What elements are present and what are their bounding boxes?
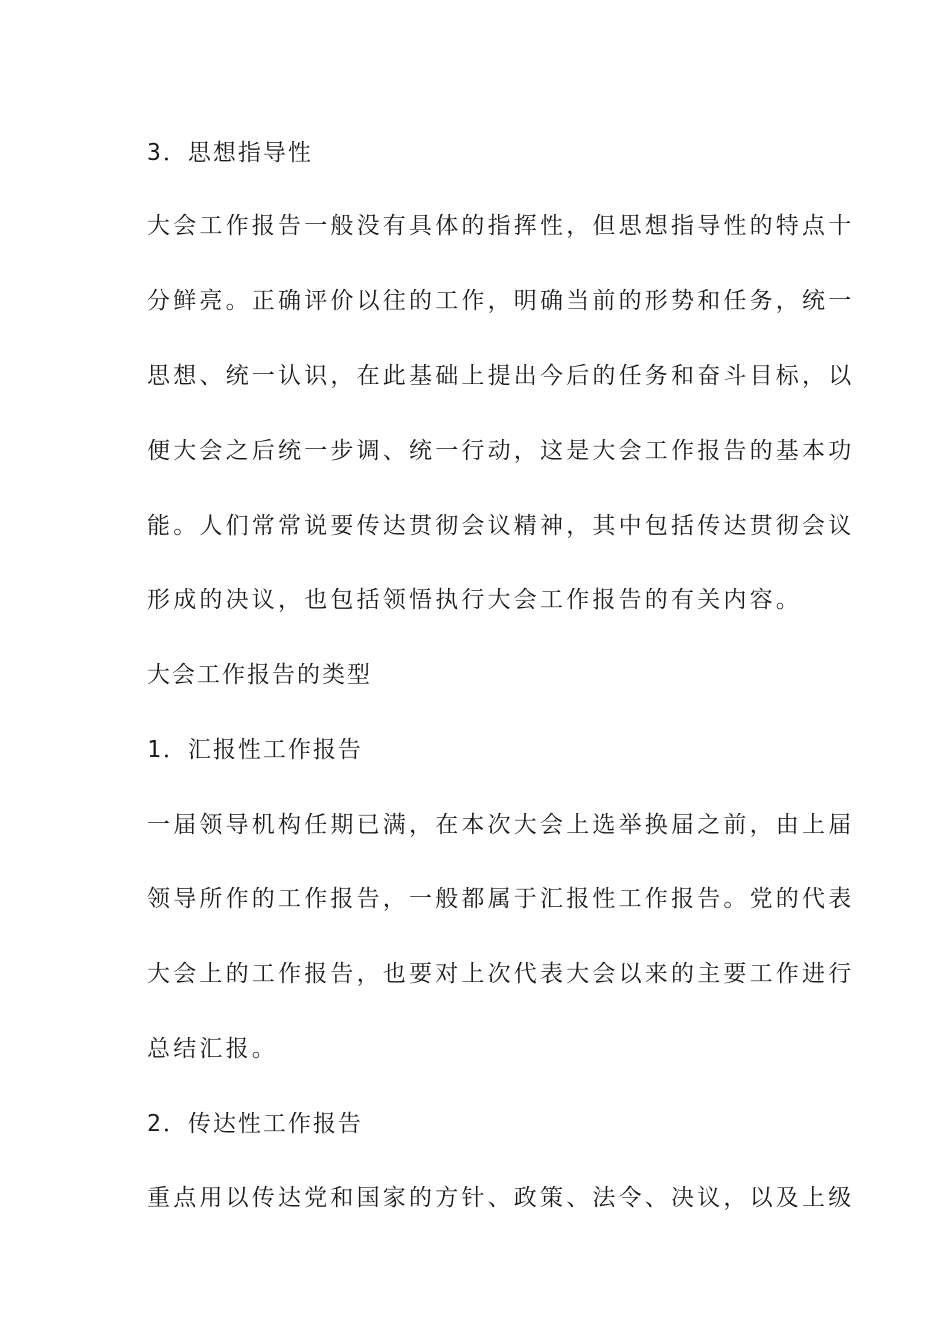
section-title: 大会工作报告的类型 (147, 662, 372, 688)
paragraph-line: 领导所作的工作报告，一般都属于汇报性工作报告。党的代表 (147, 886, 855, 912)
paragraph-line: 一届领导机构任期已满，在本次大会上选举换届之前，由上届 (147, 812, 855, 838)
paragraph-line: 便大会之后统一步调、统一行动，这是大会工作报告的基本功 (147, 438, 855, 464)
paragraph-line: 总结汇报。 (147, 1036, 278, 1062)
paragraph-line: 形成的决议，也包括领悟执行大会工作报告的有关内容。 (147, 587, 802, 613)
section-heading: 3．思想指导性 (147, 140, 313, 166)
paragraph-line: 重点用以传达党和国家的方针、政策、法令、决议，以及上级 (147, 1185, 855, 1211)
paragraph-line: 能。人们常常说要传达贯彻会议精神，其中包括传达贯彻会议 (147, 513, 855, 539)
paragraph-line: 大会上的工作报告，也要对上次代表大会以来的主要工作进行 (147, 961, 855, 987)
paragraph-line: 大会工作报告一般没有具体的指挥性，但思想指导性的特点十 (147, 213, 855, 239)
paragraph-line: 分鲜亮。正确评价以往的工作，明确当前的形势和任务，统一 (147, 288, 855, 314)
paragraph-line: 思想、统一认识，在此基础上提出今后的任务和奋斗目标，以 (147, 363, 855, 389)
subsection-heading: 2．传达性工作报告 (147, 1111, 363, 1137)
subsection-heading: 1．汇报性工作报告 (147, 737, 363, 763)
